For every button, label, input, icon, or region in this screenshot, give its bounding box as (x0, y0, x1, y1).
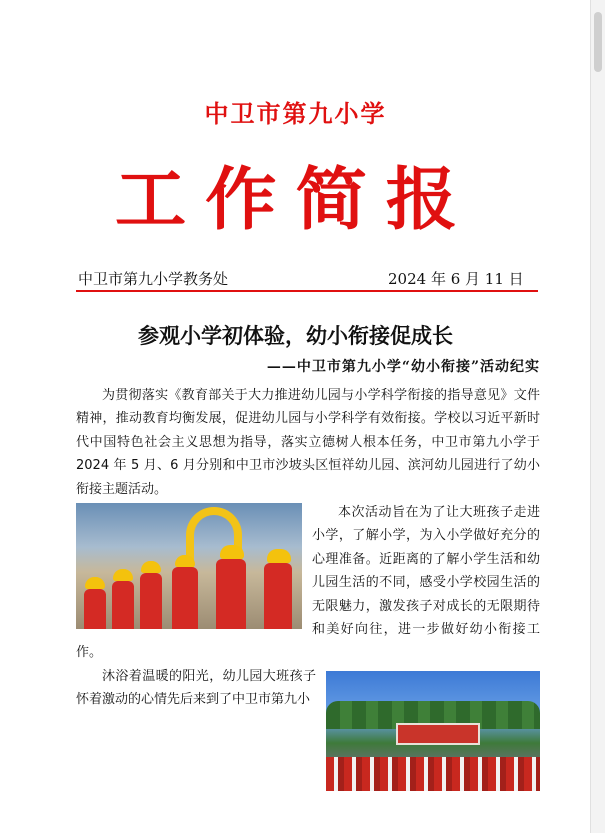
header-divider (76, 290, 538, 292)
vertical-scrollbar[interactable] (590, 0, 605, 833)
article-title: 参观小学初体验，幼小衔接促成长 (138, 324, 453, 348)
article-body (76, 384, 540, 795)
brief-title: 工作简报 (114, 161, 477, 240)
paragraph: 为贯彻落实《教育部关于大力推进幼儿园与小学科学衔接的指导意见》文件精神，推动教育均衡发展，促进幼儿园与小学科学有效衔接。学校以习近平新时代中国特色社会主义思想为指导，落实立德树人根本任务，中卫市第九小学于 2024 年 5 月、6 月分别和中卫市沙坡头区恒祥幼儿园、滨河幼儿园进行了幼小衔接主题活动。 (76, 388, 540, 497)
school-playground-event-photo (326, 671, 540, 791)
issue-date: 2024 年 6 月 11 日 (388, 270, 524, 288)
kindergarten-children-photo (76, 503, 302, 629)
scrollbar-thumb[interactable] (594, 12, 602, 72)
article-subtitle: ——中卫市第九小学“幼小衔接”活动纪实 (266, 359, 540, 375)
school-name: 中卫市第九小学 (204, 99, 387, 128)
paragraph: 沐浴着温暖的阳光，幼儿园大班孩子怀着激动的心情先后来到了中卫市第九小 (76, 668, 316, 708)
issuer: 中卫市第九小学教务处 (78, 270, 229, 288)
paragraph: 本次活动旨在为了让大班孩子走进小学，了解小学，为入小学做好充分的心理准备。近距离的了解小学生活和幼儿园生活的不同，感受小学校园生活的无限魅力，激发孩子对成长的无限期待和美好向往，进一步做好幼小衔接工作。 (76, 505, 540, 661)
